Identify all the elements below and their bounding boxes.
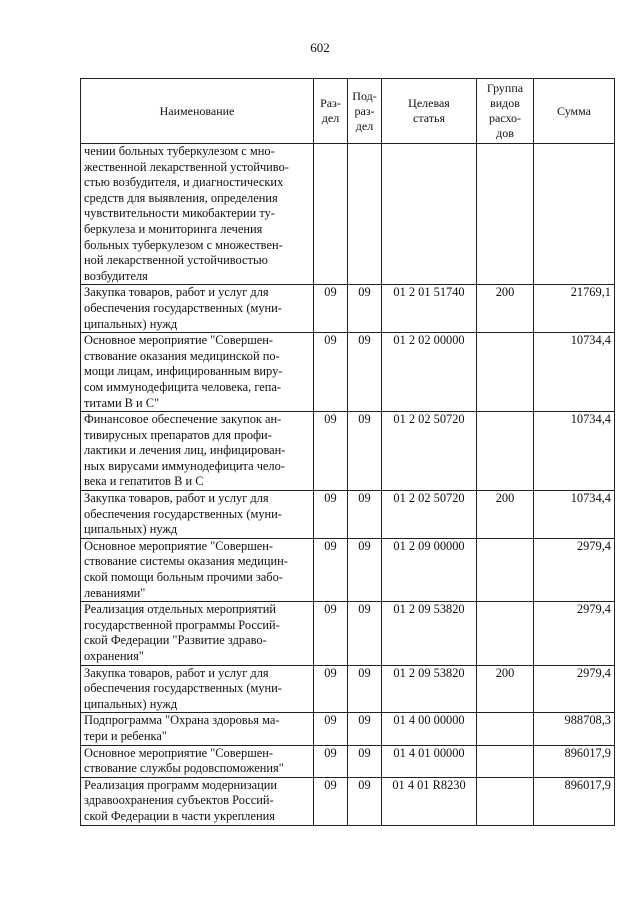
row-name: Реализация отдельных мероприятий государственной программы Россий- ской Федерации "Развитие здраво- охранения" <box>81 602 314 665</box>
row-target: 01 2 09 00000 <box>382 538 477 601</box>
row-group <box>477 745 534 777</box>
row-group: 200 <box>477 665 534 713</box>
row-group <box>477 538 534 601</box>
table-row <box>81 333 615 412</box>
table-row <box>81 491 615 539</box>
row-section: 09 <box>314 538 348 601</box>
row-subsection <box>348 144 382 285</box>
table-row <box>81 538 615 601</box>
row-subsection: 09 <box>348 665 382 713</box>
row-target: 01 4 00 00000 <box>382 713 477 745</box>
table-row <box>81 745 615 777</box>
row-group <box>477 144 534 285</box>
page-number: 602 <box>310 40 330 55</box>
row-name: Подпрограмма "Охрана здоровья ма- тери и ребенка" <box>81 713 314 745</box>
row-name: Основное мероприятие "Совершен- ствование системы оказания медицин- ской помощи больным прочими забо- леваниями" <box>81 538 314 601</box>
budget-table <box>80 78 615 826</box>
row-target: 01 2 09 53820 <box>382 665 477 713</box>
row-subsection: 09 <box>348 412 382 491</box>
row-section: 09 <box>314 745 348 777</box>
row-subsection: 09 <box>348 713 382 745</box>
row-target: 01 2 02 00000 <box>382 333 477 412</box>
table-row <box>81 144 615 285</box>
table-row <box>81 602 615 665</box>
row-sum: 896017,9 <box>534 745 615 777</box>
row-sum: 2979,4 <box>534 602 615 665</box>
row-group: 200 <box>477 491 534 539</box>
row-subsection: 09 <box>348 538 382 601</box>
row-target: 01 2 01 51740 <box>382 285 477 333</box>
row-section: 09 <box>314 491 348 539</box>
row-name: Закупка товаров, работ и услуг для обеспечения государственных (муни- ципальных) нужд <box>81 285 314 333</box>
row-group <box>477 713 534 745</box>
table-row <box>81 777 615 825</box>
row-target: 01 2 09 53820 <box>382 602 477 665</box>
row-target: 01 2 02 50720 <box>382 412 477 491</box>
row-section: 09 <box>314 412 348 491</box>
row-group <box>477 412 534 491</box>
row-name: чении больных туберкулезом с мно- жественной лекарственной устойчиво- стью возбудителя, и диагностических средств для выявления, определения чувствительности микобактерии ту- беркулеза и мониторинга лечения больных туберкулезом с множествен- ной лекарственной устойчивостью возбудителя <box>81 144 314 285</box>
row-section: 09 <box>314 713 348 745</box>
row-target: 01 4 01 00000 <box>382 745 477 777</box>
row-section: 09 <box>314 602 348 665</box>
table-row <box>81 285 615 333</box>
row-sum: 10734,4 <box>534 412 615 491</box>
row-name: Реализация программ модернизации здравоохранения субъектов Россий- ской Федерации в части укрепления <box>81 777 314 825</box>
row-group <box>477 777 534 825</box>
row-subsection: 09 <box>348 491 382 539</box>
row-sum: 10734,4 <box>534 491 615 539</box>
row-subsection: 09 <box>348 777 382 825</box>
table-body <box>81 144 615 826</box>
row-group <box>477 602 534 665</box>
row-sum: 988708,3 <box>534 713 615 745</box>
row-target: 01 4 01 R8230 <box>382 777 477 825</box>
row-sum: 2979,4 <box>534 538 615 601</box>
table-row <box>81 412 615 491</box>
row-name: Основное мероприятие "Совершен- ствование оказания медицинской по- мощи лицам, инфицированным виру- сом иммунодефицита человека, гепа- титами В и С" <box>81 333 314 412</box>
header-group: Группа видов расхо- дов <box>477 79 534 144</box>
row-name: Закупка товаров, работ и услуг для обеспечения государственных (муни- ципальных) нужд <box>81 491 314 539</box>
row-sum: 10734,4 <box>534 333 615 412</box>
table-header-row <box>81 79 615 144</box>
row-name: Основное мероприятие "Совершен- ствование службы родовспоможения" <box>81 745 314 777</box>
header-subsection: Под- раз- дел <box>348 79 382 144</box>
row-section: 09 <box>314 777 348 825</box>
row-section <box>314 144 348 285</box>
header-name: Наименование <box>81 79 314 144</box>
row-subsection: 09 <box>348 745 382 777</box>
row-section: 09 <box>314 665 348 713</box>
row-section: 09 <box>314 333 348 412</box>
row-target <box>382 144 477 285</box>
table-row <box>81 665 615 713</box>
row-subsection: 09 <box>348 333 382 412</box>
row-group <box>477 333 534 412</box>
header-section: Раз- дел <box>314 79 348 144</box>
header-target: Целевая статья <box>382 79 477 144</box>
row-name: Закупка товаров, работ и услуг для обеспечения государственных (муни- ципальных) нужд <box>81 665 314 713</box>
row-sum: 2979,4 <box>534 665 615 713</box>
row-name: Финансовое обеспечение закупок ан- тивирусных препаратов для профи- лактики и лечения лиц, инфицирован- ных вирусами иммунодефицита чело- века и гепатитов В и С <box>81 412 314 491</box>
row-sum: 896017,9 <box>534 777 615 825</box>
table-row <box>81 713 615 745</box>
header-sum: Сумма <box>534 79 615 144</box>
row-subsection: 09 <box>348 285 382 333</box>
row-target: 01 2 02 50720 <box>382 491 477 539</box>
row-sum: 21769,1 <box>534 285 615 333</box>
row-sum <box>534 144 615 285</box>
row-subsection: 09 <box>348 602 382 665</box>
row-section: 09 <box>314 285 348 333</box>
row-group: 200 <box>477 285 534 333</box>
